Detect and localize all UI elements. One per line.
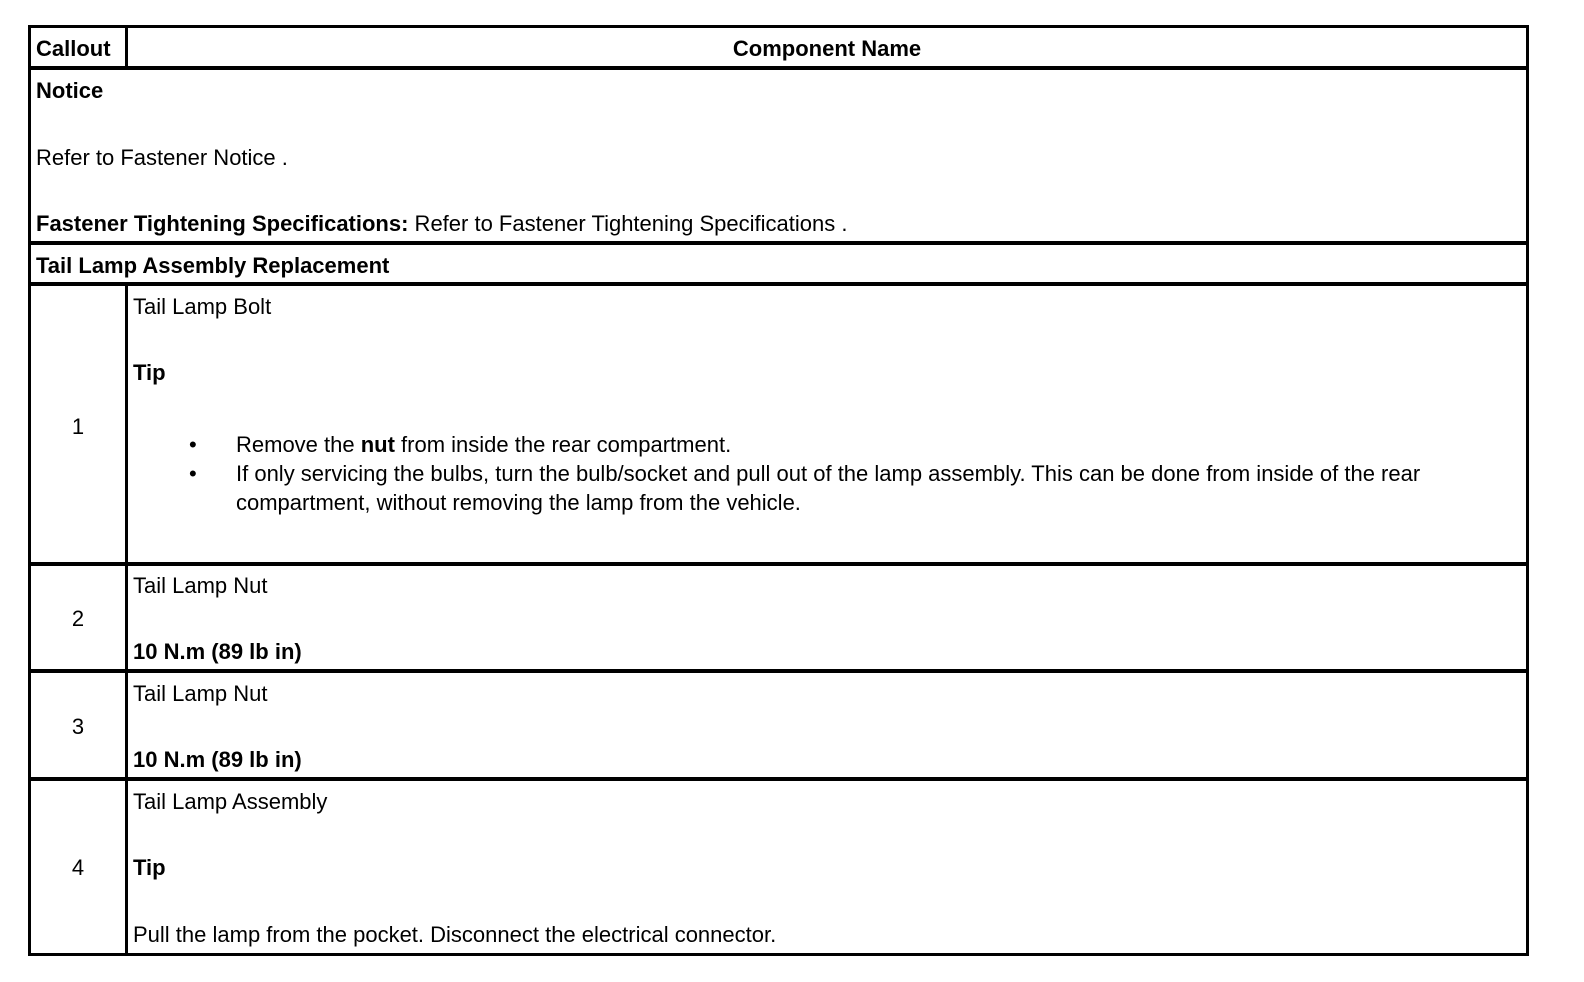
tip-label: Tip — [133, 360, 166, 385]
bullet-icon: • — [189, 461, 197, 486]
torque-spec: 10 N.m (89 lb in) — [133, 639, 302, 664]
fastener-spec-label: Fastener Tightening Specifications: — [36, 211, 409, 236]
divider — [31, 241, 1526, 245]
callout-column-divider — [125, 284, 128, 956]
header-callout: Callout — [36, 36, 111, 61]
bullet-icon: • — [189, 432, 197, 457]
list-item: • If only servicing the bulbs, turn the bulb/socket and pull out of the lamp assembly. This can be done from inside of the rear compartment, without removing the lamp from the vehicle. — [189, 461, 1421, 515]
list-item: • Remove the nut from inside the rear compartment. — [189, 432, 732, 457]
divider — [31, 562, 1526, 566]
fastener-spec-text: Refer to Fastener Tightening Specifications . — [408, 211, 848, 236]
tip-list — [133, 430, 1523, 517]
component-name: Tail Lamp Nut — [133, 573, 268, 598]
divider — [31, 282, 1526, 286]
component-table — [28, 25, 1529, 956]
divider — [31, 66, 1526, 70]
callout-number: 4 — [71, 855, 85, 880]
section-title: Tail Lamp Assembly Replacement — [36, 253, 390, 278]
component-name: Tail Lamp Assembly — [133, 789, 328, 814]
callout-number: 2 — [71, 606, 85, 631]
component-name: Tail Lamp Bolt — [133, 294, 272, 319]
tip-label: Tip — [133, 855, 166, 880]
tip-text: Pull the lamp from the pocket. Disconnect the electrical connector. — [133, 922, 777, 947]
divider — [31, 669, 1526, 673]
header-component-name: Component Name — [732, 36, 922, 61]
divider — [31, 777, 1526, 781]
notice-text: Refer to Fastener Notice . — [36, 145, 288, 170]
notice-title: Notice — [36, 78, 104, 103]
component-name: Tail Lamp Nut — [133, 681, 268, 706]
callout-number: 1 — [71, 414, 85, 439]
torque-spec: 10 N.m (89 lb in) — [133, 747, 302, 772]
header-column-divider — [125, 28, 128, 67]
fastener-spec-line — [36, 211, 847, 237]
callout-number: 3 — [71, 714, 85, 739]
